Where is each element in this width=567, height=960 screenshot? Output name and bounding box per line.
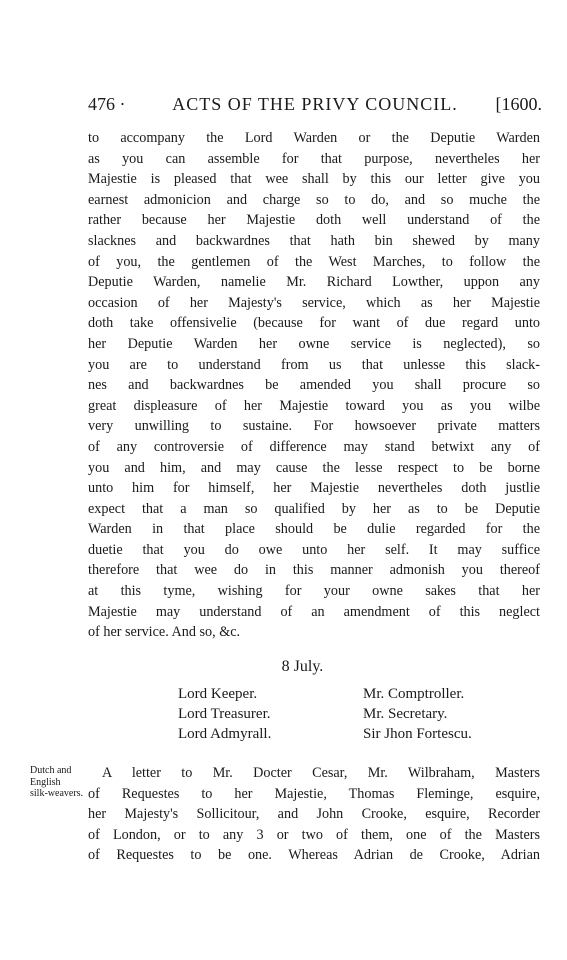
page-number: 476 · xyxy=(88,94,126,114)
text-line: Deputie Warden, namelie Mr. Richard Lowther, uppon any xyxy=(88,274,540,291)
year-marker: [1600. xyxy=(495,94,542,114)
running-title: ACTS OF THE PRIVY COUNCIL. xyxy=(172,94,458,114)
text-line: Warden in that place should be dulie regarded for the xyxy=(88,521,540,538)
text-line: of Requestes to her Majestie, Thomas Fleminge, esquire, xyxy=(88,785,540,802)
meeting-date: 8 July. xyxy=(281,658,324,675)
marginal-note xyxy=(30,765,88,800)
text-line: Majestie is pleased that wee shall by this our letter give you xyxy=(88,171,540,188)
text-line: earnest admonicion and charge so to do, and so muche the xyxy=(88,191,540,208)
text-line: at this tyme, wishing for your owne sakes that her xyxy=(88,583,540,600)
text-line: to accompany the Lord Warden or the Deputie Warden xyxy=(88,130,540,146)
text-line: of her service. And so, &c. xyxy=(88,624,241,641)
marginal-line: silk-weavers. xyxy=(30,788,84,799)
marginal-line: Dutch and xyxy=(30,765,72,776)
text-line: you and him, and may cause the lesse respect to be borne xyxy=(88,459,540,476)
text-line: doth take offensivelie (because for want of due regard unto xyxy=(88,315,540,332)
attendee-right: Sir Jhon Fortescu. xyxy=(363,726,472,742)
text-line: of Requestes to be one. Whereas Adrian de Crooke, Adrian xyxy=(88,847,540,864)
text-line: her Deputie Warden her owne service is neglected), so xyxy=(88,335,540,352)
text-line: Majestie may understand of an amendment of this neglect xyxy=(88,603,540,620)
letter-paragraph xyxy=(88,763,540,866)
text-line: her Majesty's Sollicitour, and John Crooke, esquire, Recorder xyxy=(88,806,540,823)
attendee-left: Lord Keeper. xyxy=(178,686,258,702)
text-line: very unwilling to sustaine. For howsoever private matters xyxy=(88,418,540,435)
text-line: great displeasure of her Majestie toward you as you wilbe xyxy=(88,397,540,414)
attendee-row xyxy=(178,704,508,724)
attendee-row xyxy=(178,724,508,744)
text-line: expect that a man so qualified by her as to be Deputie xyxy=(88,500,540,517)
text-line: nes and backwardnes be amended you shall procure so xyxy=(88,377,540,394)
attendee-right: Mr. Secretary. xyxy=(363,706,448,722)
attendee-right: Mr. Comptroller. xyxy=(363,686,465,702)
text-line: A letter to Mr. Docter Cesar, Mr. Wilbraham, Masters xyxy=(102,765,540,781)
marginal-line: English xyxy=(30,776,61,788)
text-line: of London, or to any 3 or two of them, one of the Masters xyxy=(88,826,540,843)
attendee-left: Lord Admyrall. xyxy=(178,726,272,742)
attendee-left: Lord Treasurer. xyxy=(178,706,271,722)
text-line: occasion of her Majesty's service, which as her Majestie xyxy=(88,294,540,311)
attendees-list xyxy=(178,684,508,744)
text-line: of any controversie of difference may stand betwixt any of xyxy=(88,438,540,455)
text-line: unto him for himself, her Majestie nevertheles doth justlie xyxy=(88,480,540,497)
page-header xyxy=(88,94,542,120)
text-line: slacknes and backwardnes that hath bin shewed by many xyxy=(88,232,540,249)
text-line: you are to understand from us that unlesse this slack- xyxy=(88,356,540,373)
text-line: rather because her Majestie doth well understand of the xyxy=(88,212,540,229)
attendee-row xyxy=(178,684,508,704)
text-line: therefore that wee do in this manner admonish you thereof xyxy=(88,562,540,579)
text-line: as you can assemble for that purpose, nevertheles her xyxy=(88,150,540,167)
text-line: of you, the gentlemen of the West Marches, to follow the xyxy=(88,253,540,270)
body-paragraph xyxy=(88,128,540,643)
text-line: duetie that you do owe unto her self. It may suffice xyxy=(88,541,540,558)
